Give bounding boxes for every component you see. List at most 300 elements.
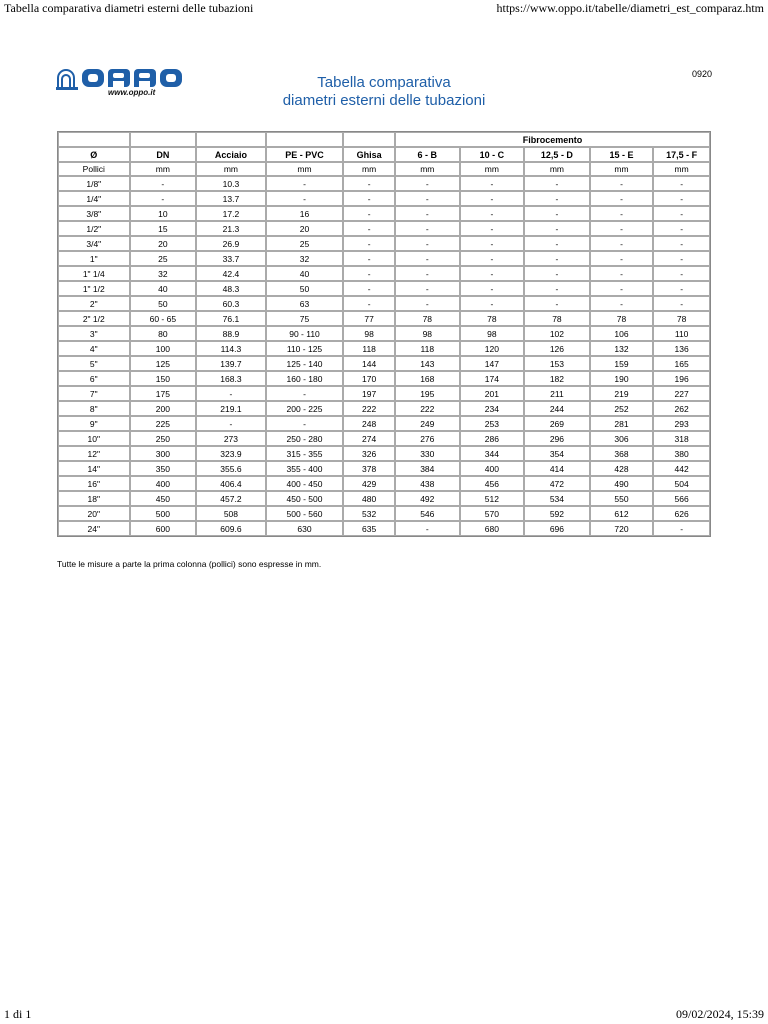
table-cell: 165	[653, 356, 710, 371]
table-cell: 136	[653, 341, 710, 356]
table-cell: 196	[653, 371, 710, 386]
table-cell: 10.3	[196, 176, 266, 191]
table-cell: 32	[266, 251, 343, 266]
fibrocemento-group-header: Fibrocemento	[395, 132, 710, 147]
table-cell: 414	[524, 461, 590, 476]
table-cell: 635	[343, 521, 395, 536]
table-cell: 219	[590, 386, 654, 401]
table-cell: 8"	[58, 401, 130, 416]
table-cell: 48.3	[196, 281, 266, 296]
table-cell: 680	[460, 521, 525, 536]
col-unit: mm	[460, 162, 525, 176]
table-cell: 25	[266, 236, 343, 251]
table-cell: 33.7	[196, 251, 266, 266]
table-cell: -	[590, 251, 654, 266]
table-cell: 532	[343, 506, 395, 521]
table-cell: 78	[590, 311, 654, 326]
table-cell: 696	[524, 521, 590, 536]
table-cell: 60 - 65	[130, 311, 197, 326]
table-cell: 570	[460, 506, 525, 521]
table-row	[58, 446, 710, 461]
table-cell: 600	[130, 521, 197, 536]
col-header: 12,5 - D	[524, 147, 590, 162]
table-cell: 63	[266, 296, 343, 311]
table-row	[58, 191, 710, 206]
col-unit: mm	[196, 162, 266, 176]
table-cell: 428	[590, 461, 654, 476]
table-cell: 144	[343, 356, 395, 371]
empty-cell	[196, 132, 266, 147]
table-cell: 21.3	[196, 221, 266, 236]
table-row	[58, 326, 710, 341]
table-cell: 3/8"	[58, 206, 130, 221]
table-cell: 1/8"	[58, 176, 130, 191]
col-header: 15 - E	[590, 147, 654, 162]
table-cell: -	[460, 176, 525, 191]
table-cell: 546	[395, 506, 460, 521]
table-cell: 456	[460, 476, 525, 491]
table-cell: -	[460, 281, 525, 296]
table-cell: 227	[653, 386, 710, 401]
table-cell: 50	[266, 281, 343, 296]
table-cell: 330	[395, 446, 460, 461]
table-row	[58, 176, 710, 191]
table-row	[58, 416, 710, 431]
table-cell: -	[460, 266, 525, 281]
table-cell: 250	[130, 431, 197, 446]
table-cell: -	[343, 266, 395, 281]
table-cell: -	[653, 281, 710, 296]
table-cell: 139.7	[196, 356, 266, 371]
table-cell: 211	[524, 386, 590, 401]
table-row	[58, 221, 710, 236]
table-cell: 438	[395, 476, 460, 491]
table-cell: 630	[266, 521, 343, 536]
table-cell: -	[395, 236, 460, 251]
table-row	[58, 236, 710, 251]
title-line-2: diametri esterni delle tubazioni	[282, 92, 486, 109]
table-cell: 182	[524, 371, 590, 386]
table-cell: -	[130, 176, 197, 191]
table-cell: 98	[395, 326, 460, 341]
table-cell: -	[266, 416, 343, 431]
table-cell: 306	[590, 431, 654, 446]
table-cell: 17.2	[196, 206, 266, 221]
print-footer	[4, 1006, 764, 1024]
table-cell: -	[395, 266, 460, 281]
table-cell: -	[590, 191, 654, 206]
empty-cell	[130, 132, 197, 147]
table-cell: 612	[590, 506, 654, 521]
table-cell: 15	[130, 221, 197, 236]
table-cell: 222	[395, 401, 460, 416]
table-cell: 160 - 180	[266, 371, 343, 386]
table-cell: 32	[130, 266, 197, 281]
table-row	[58, 341, 710, 356]
table-cell: 1/4"	[58, 191, 130, 206]
print-page-number: 1 di 1	[4, 1007, 32, 1021]
title-line-1: Tabella comparativa	[317, 74, 451, 91]
table-cell: 252	[590, 401, 654, 416]
table-cell: 159	[590, 356, 654, 371]
table-cell: 249	[395, 416, 460, 431]
table-cell: 75	[266, 311, 343, 326]
table-cell: 16	[266, 206, 343, 221]
table-row	[58, 206, 710, 221]
table-cell: 326	[343, 446, 395, 461]
table-cell: 168.3	[196, 371, 266, 386]
table-cell: 5"	[58, 356, 130, 371]
table-cell: 10"	[58, 431, 130, 446]
empty-cell	[343, 132, 395, 147]
header-label-row	[58, 147, 710, 162]
col-unit: mm	[653, 162, 710, 176]
table-cell: 102	[524, 326, 590, 341]
table-cell: -	[590, 281, 654, 296]
table-cell: 98	[343, 326, 395, 341]
table-cell: 442	[653, 461, 710, 476]
oppo-logo-icon	[56, 68, 184, 90]
table-cell: 566	[653, 491, 710, 506]
col-unit: Pollici	[58, 162, 130, 176]
table-cell: 504	[653, 476, 710, 491]
table-cell: 114.3	[196, 341, 266, 356]
empty-cell	[58, 132, 130, 147]
table-cell: 508	[196, 506, 266, 521]
col-unit: mm	[395, 162, 460, 176]
table-cell: 100	[130, 341, 197, 356]
table-cell: -	[653, 266, 710, 281]
table-body	[58, 176, 710, 536]
table-cell: 18"	[58, 491, 130, 506]
table-cell: -	[653, 221, 710, 236]
table-cell: -	[653, 206, 710, 221]
table-cell: 273	[196, 431, 266, 446]
col-header: 10 - C	[460, 147, 525, 162]
col-header: 17,5 - F	[653, 147, 710, 162]
table-cell: 250 - 280	[266, 431, 343, 446]
table-cell: 195	[395, 386, 460, 401]
table-cell: 276	[395, 431, 460, 446]
table-cell: 143	[395, 356, 460, 371]
table-cell: 400 - 450	[266, 476, 343, 491]
logo-url: www.oppo.it	[108, 88, 156, 97]
table-cell: -	[524, 221, 590, 236]
table-cell: 219.1	[196, 401, 266, 416]
table-cell: -	[524, 251, 590, 266]
table-cell: -	[266, 191, 343, 206]
table-cell: -	[653, 191, 710, 206]
table-cell: -	[343, 281, 395, 296]
table-cell: 12"	[58, 446, 130, 461]
table-row	[58, 296, 710, 311]
table-cell: 490	[590, 476, 654, 491]
table-cell: 1" 1/2	[58, 281, 130, 296]
table-cell: 118	[343, 341, 395, 356]
table-cell: -	[590, 176, 654, 191]
table-cell: 457.2	[196, 491, 266, 506]
table-row	[58, 281, 710, 296]
document-code: 0920	[691, 69, 712, 79]
table-cell: 50	[130, 296, 197, 311]
footnote: Tutte le misure a parte la prima colonna (pollici) sono espresse in mm.	[57, 559, 322, 569]
table-cell: 3/4"	[58, 236, 130, 251]
table-cell: -	[460, 206, 525, 221]
header-unit-row	[58, 162, 710, 176]
table-cell: 78	[653, 311, 710, 326]
table-cell: 248	[343, 416, 395, 431]
table-cell: -	[590, 236, 654, 251]
table-cell: 200	[130, 401, 197, 416]
table-cell: -	[343, 191, 395, 206]
table-cell: 318	[653, 431, 710, 446]
table-cell: 201	[460, 386, 525, 401]
table-cell: 80	[130, 326, 197, 341]
table-cell: 10	[130, 206, 197, 221]
table-cell: 355 - 400	[266, 461, 343, 476]
table-row	[58, 431, 710, 446]
table-cell: -	[460, 251, 525, 266]
table-cell: 126	[524, 341, 590, 356]
table-cell: 110	[653, 326, 710, 341]
table-cell: -	[524, 296, 590, 311]
table-cell: -	[266, 176, 343, 191]
table-cell: 132	[590, 341, 654, 356]
table-cell: 168	[395, 371, 460, 386]
table-cell: 60.3	[196, 296, 266, 311]
table-cell: 550	[590, 491, 654, 506]
col-header: Ø	[58, 147, 130, 162]
table-cell: 281	[590, 416, 654, 431]
col-unit: mm	[590, 162, 654, 176]
table-cell: -	[395, 281, 460, 296]
table-cell: 120	[460, 341, 525, 356]
table-cell: -	[266, 386, 343, 401]
table-cell: 78	[395, 311, 460, 326]
table-cell: -	[395, 251, 460, 266]
print-page-title: Tabella comparativa diametri esterni delle tubazioni	[4, 1, 254, 15]
table-cell: 400	[130, 476, 197, 491]
table-cell: 720	[590, 521, 654, 536]
table-cell: 77	[343, 311, 395, 326]
table-cell: -	[343, 296, 395, 311]
table-cell: 472	[524, 476, 590, 491]
table-cell: 26.9	[196, 236, 266, 251]
table-cell: 450 - 500	[266, 491, 343, 506]
col-header: Acciaio	[196, 147, 266, 162]
table-cell: -	[460, 296, 525, 311]
table-cell: -	[590, 206, 654, 221]
table-cell: -	[395, 176, 460, 191]
table-cell: 296	[524, 431, 590, 446]
table-cell: 98	[460, 326, 525, 341]
table-cell: 1" 1/4	[58, 266, 130, 281]
table-cell: 153	[524, 356, 590, 371]
table-cell: 450	[130, 491, 197, 506]
table-cell: 344	[460, 446, 525, 461]
page-title	[234, 74, 534, 110]
table-cell: -	[653, 176, 710, 191]
table-cell: 40	[130, 281, 197, 296]
col-header: Ghisa	[343, 147, 395, 162]
table-cell: 262	[653, 401, 710, 416]
table-cell: 323.9	[196, 446, 266, 461]
table-cell: 174	[460, 371, 525, 386]
table-row	[58, 311, 710, 326]
table-cell: -	[130, 191, 197, 206]
table-cell: -	[524, 191, 590, 206]
table-cell: 6"	[58, 371, 130, 386]
table-cell: -	[524, 236, 590, 251]
table-row	[58, 506, 710, 521]
table-cell: 234	[460, 401, 525, 416]
table-cell: 190	[590, 371, 654, 386]
table-cell: -	[343, 206, 395, 221]
table-cell: -	[524, 266, 590, 281]
table-cell: 118	[395, 341, 460, 356]
col-header: 6 - B	[395, 147, 460, 162]
table-cell: -	[653, 251, 710, 266]
table-cell: 20	[266, 221, 343, 236]
table-cell: 90 - 110	[266, 326, 343, 341]
table-cell: 286	[460, 431, 525, 446]
table-cell: 24"	[58, 521, 130, 536]
table-cell: -	[395, 191, 460, 206]
table-row	[58, 251, 710, 266]
table-cell: 592	[524, 506, 590, 521]
table-row	[58, 371, 710, 386]
table-cell: 384	[395, 461, 460, 476]
table-cell: 3"	[58, 326, 130, 341]
table-cell: -	[590, 296, 654, 311]
table-cell: 110 - 125	[266, 341, 343, 356]
table-row	[58, 386, 710, 401]
print-datetime: 09/02/2024, 15:39	[675, 1007, 764, 1021]
table-cell: -	[196, 386, 266, 401]
col-unit: mm	[266, 162, 343, 176]
table-row	[58, 401, 710, 416]
table-cell: -	[460, 191, 525, 206]
table-cell: 406.4	[196, 476, 266, 491]
table-cell: 293	[653, 416, 710, 431]
table-cell: 16"	[58, 476, 130, 491]
table-cell: 512	[460, 491, 525, 506]
table-cell: 480	[343, 491, 395, 506]
table-cell: 150	[130, 371, 197, 386]
table-cell: 78	[460, 311, 525, 326]
table-cell: -	[395, 206, 460, 221]
col-unit: mm	[524, 162, 590, 176]
table-cell: -	[653, 296, 710, 311]
table-cell: 170	[343, 371, 395, 386]
table-cell: 378	[343, 461, 395, 476]
table-cell: 244	[524, 401, 590, 416]
table-cell: -	[395, 296, 460, 311]
table-cell: 609.6	[196, 521, 266, 536]
table-row	[58, 266, 710, 281]
table-cell: 500 - 560	[266, 506, 343, 521]
table-cell: 25	[130, 251, 197, 266]
table-cell: 269	[524, 416, 590, 431]
col-header: DN	[130, 147, 197, 162]
table-cell: 350	[130, 461, 197, 476]
table-cell: 200 - 225	[266, 401, 343, 416]
table-cell: 14"	[58, 461, 130, 476]
table-cell: -	[343, 251, 395, 266]
table-cell: 225	[130, 416, 197, 431]
table-cell: -	[590, 266, 654, 281]
table-cell: 380	[653, 446, 710, 461]
table-cell: 354	[524, 446, 590, 461]
empty-cell	[266, 132, 343, 147]
table-cell: 429	[343, 476, 395, 491]
table-cell: 400	[460, 461, 525, 476]
table-cell: -	[524, 176, 590, 191]
table-cell: 534	[524, 491, 590, 506]
table-cell: 88.9	[196, 326, 266, 341]
table-cell: -	[524, 206, 590, 221]
table-cell: 125 - 140	[266, 356, 343, 371]
table-cell: 300	[130, 446, 197, 461]
table-cell: 222	[343, 401, 395, 416]
table-cell: 2" 1/2	[58, 311, 130, 326]
print-url: https://www.oppo.it/tabelle/diametri_est_comparaz.htm	[496, 1, 764, 15]
table-cell: 42.4	[196, 266, 266, 281]
table-cell: -	[653, 521, 710, 536]
table-cell: 175	[130, 386, 197, 401]
table-cell: 125	[130, 356, 197, 371]
table-cell: 626	[653, 506, 710, 521]
table-cell: -	[653, 236, 710, 251]
table-cell: 1"	[58, 251, 130, 266]
table-cell: 7"	[58, 386, 130, 401]
table-cell: 253	[460, 416, 525, 431]
table-cell: -	[343, 221, 395, 236]
table-cell: -	[343, 176, 395, 191]
table-cell: 20"	[58, 506, 130, 521]
table-cell: -	[590, 221, 654, 236]
table-row	[58, 356, 710, 371]
table-cell: -	[524, 281, 590, 296]
table-cell: -	[343, 236, 395, 251]
table-cell: 4"	[58, 341, 130, 356]
table-cell: 76.1	[196, 311, 266, 326]
table-row	[58, 491, 710, 506]
col-header: PE - PVC	[266, 147, 343, 162]
group-header-row	[58, 132, 710, 147]
table-cell: -	[460, 221, 525, 236]
table-cell: 78	[524, 311, 590, 326]
table-cell: 368	[590, 446, 654, 461]
table-cell: 147	[460, 356, 525, 371]
table-cell: 1/2"	[58, 221, 130, 236]
table-cell: 106	[590, 326, 654, 341]
table-row	[58, 461, 710, 476]
print-header	[4, 0, 764, 16]
table-cell: -	[460, 236, 525, 251]
table-row	[58, 521, 710, 536]
table-cell: 500	[130, 506, 197, 521]
table-cell: 274	[343, 431, 395, 446]
table-cell: 40	[266, 266, 343, 281]
table-cell: 315 - 355	[266, 446, 343, 461]
table-cell: 197	[343, 386, 395, 401]
comparison-table	[57, 131, 711, 537]
table-cell: -	[196, 416, 266, 431]
table-cell: 9"	[58, 416, 130, 431]
col-unit: mm	[130, 162, 197, 176]
table-head	[58, 132, 710, 176]
